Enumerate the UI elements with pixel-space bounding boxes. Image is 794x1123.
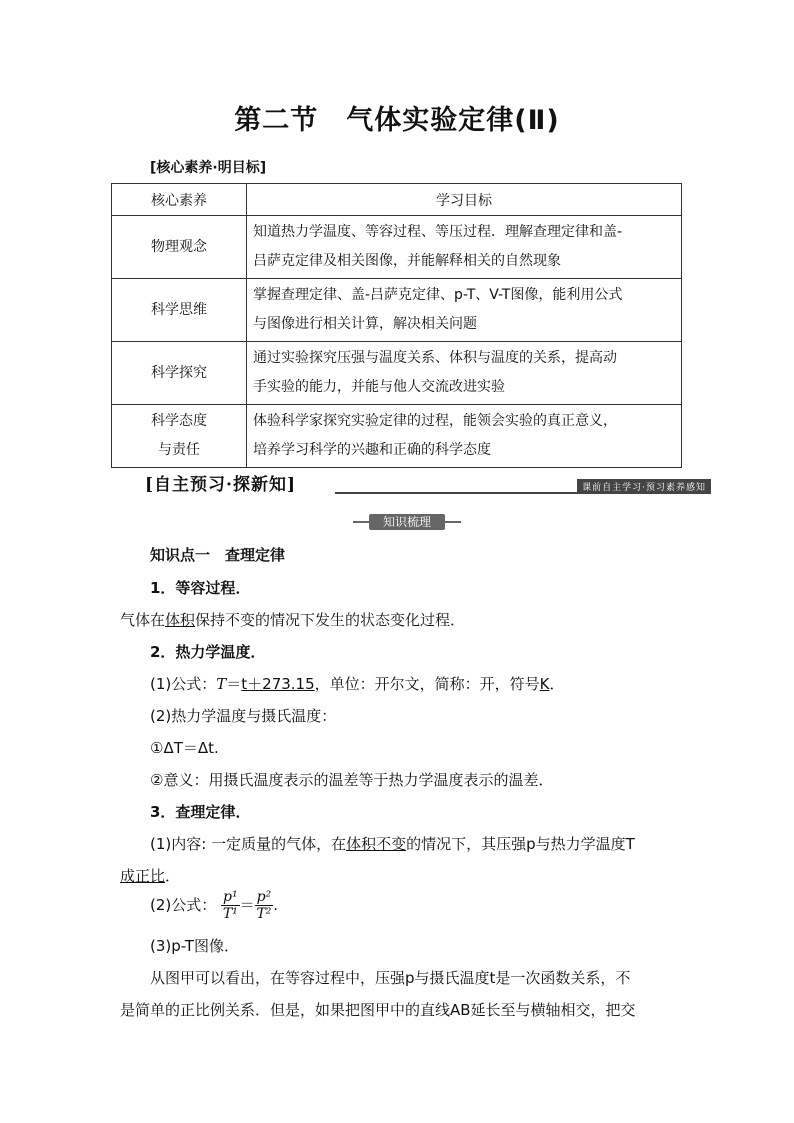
table-row: [112, 342, 682, 405]
row-key: 科学探究: [112, 342, 247, 405]
table-row: [112, 216, 682, 279]
goals-table: [111, 183, 682, 468]
pt-graph-line: (3)p-T图像．: [150, 937, 239, 955]
band-tag: 课前自主学习·预习素养感知: [577, 479, 711, 494]
band-label: [自主预习·探新知]: [145, 475, 297, 495]
fraction-2: $\frac{\text{p²}}{\text{T²}}$: [256, 889, 272, 922]
content-line-2: 成正比．: [120, 867, 181, 885]
header-core: 核心素养: [112, 184, 247, 216]
page-title: 第二节 气体实验定律(Ⅱ): [234, 105, 560, 136]
row-value: 掌握查理定律、盖-吕萨克定律、p-T、V-T图像，能利用公式 与图像进行相关计算，解决相关问题: [247, 279, 682, 342]
row-key: 科学思维: [112, 279, 247, 342]
section-1-text: 气体在体积保持不变的情况下发生的状态变化过程．: [120, 611, 466, 629]
table-row: [112, 405, 682, 468]
relation-line: (2)热力学温度与摄氏温度：: [150, 707, 337, 725]
row-value: 体验科学家探究实验定律的过程，能领会实验的真正意义， 培养学习科学的兴趣和正确的科学态度: [247, 405, 682, 468]
knowledge-point-title: 知识点一 查理定律: [150, 546, 286, 564]
paragraph-line-1: 从图甲可以看出，在等容过程中，压强p与摄氏温度t是一次函数关系，不: [150, 969, 631, 987]
section-subhead: [核心素养·明目标]: [150, 160, 267, 176]
table-header-row: [112, 184, 682, 216]
formula-line: (1)公式：T＝t＋273.15，单位：开尔文，简称：开，符号K．: [150, 675, 565, 693]
knowledge-pill: [353, 514, 461, 530]
content-line: (1)内容: 一定质量的气体，在体积不变的情况下，其压强p与热力学温度T: [150, 835, 635, 853]
paragraph-line-2: 是简单的正比例关系．但是，如果把图甲中的直线AB延长至与横轴相交，把交: [120, 1001, 636, 1019]
row-key: 科学态度 与责任: [112, 405, 247, 468]
meaning-line: ②意义：用摄氏温度表示的温差等于热力学温度表示的温差．: [150, 771, 554, 789]
table-row: [112, 279, 682, 342]
fraction-1: $\frac{\text{p¹}}{\text{T¹}}$: [222, 889, 238, 922]
pill-label: 知识梳理: [369, 514, 445, 530]
preview-band: [145, 470, 711, 496]
section-2-heading: 2．热力学温度．: [150, 643, 266, 661]
section-1-heading: 1．等容过程．: [150, 579, 251, 597]
row-key: 物理观念: [112, 216, 247, 279]
header-goal: 学习目标: [247, 184, 682, 216]
charles-formula: (2)公式： $\frac{\text{p¹}}{\text{T¹}}$ ＝ $\frac{\text{p²}}{\text{T²}}$ .: [150, 889, 278, 922]
row-value: 通过实验探究压强与温度关系、体积与温度的关系，提高动 手实验的能力，并能与他人交流改进实验: [247, 342, 682, 405]
row-value: 知道热力学温度、等容过程、等压过程．理解查理定律和盖- 吕萨克定律及相关图像，并能解释相关的自然现象: [247, 216, 682, 279]
section-3-heading: 3．查理定律．: [150, 803, 251, 821]
delta-line: ①ΔT＝Δt.: [150, 739, 219, 757]
